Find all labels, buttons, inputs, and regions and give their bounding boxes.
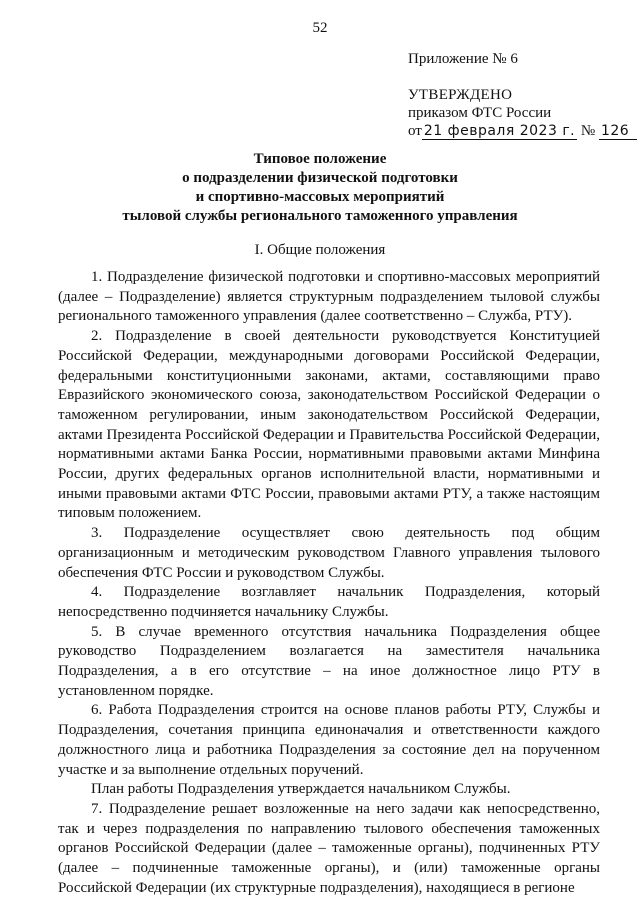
handwritten-date: 21 февраля 2023 г.: [423, 123, 576, 139]
document-title: [0, 150, 640, 226]
paragraph-5: 5. В случае временного отсутствия начальника Подразделения общее руководство Подразделением возлагается на заместителя начальника Подразделения, а в его отсутствие – на иное должностное лицо РТУ в установленном порядке.: [58, 623, 600, 699]
paragraph-2: 2. Подразделение в своей деятельности руководствуется Конституцией Российской Федерации, международными договорами Российской Федерации, федеральными конституционными законами, актами, составляющими право Евразийского экономического союза, законодательством Российской Федерации о таможенном регулировании, иным законодательством Российской Федерации, актами Президента Российской Федерации и Правительства Российской Федерации, нормативными актами Банка России, нормативными правовыми актами Минфина России, других федеральных органов исполнительной власти, нормативными и иными правовыми актами ФТС России, правовыми актами РТУ, а также настоящим типовым положением.: [58, 328, 600, 522]
paragraph-4: 4. Подразделение возглавляет начальник Подразделения, который непосредственно подчиняется начальнику Службы.: [58, 584, 600, 620]
page-number: 52: [312, 20, 328, 36]
paragraph-7: 7. Подразделение решает возложенные на него задачи как непосредственно, так и через подразделения по направлению тылового обеспечения таможенных органов Российской Федерации (далее – таможенные органы), подчиненных РТУ (далее – подчиненные таможенные органы), и (или) таможенные органы Российской Федерации (их структурные подразделения), находящиеся в регионе: [58, 800, 600, 896]
title-line-1: Типовое положение: [253, 151, 387, 167]
document-body: [58, 268, 600, 899]
approved-label: УТВЕРЖДЕНО: [408, 87, 513, 103]
annex-label: Приложение № 6: [408, 51, 518, 67]
handwritten-number: 126: [599, 123, 637, 140]
paragraph-6-plan: План работы Подразделения утверждается начальником Службы.: [91, 781, 511, 798]
paragraph-1: 1. Подразделение физической подготовки и спортивно-массовых мероприятий (далее – Подразделение) является структурным подразделением тыловой службы регионального таможенного управления (далее соответственно – Служба, РТУ).: [58, 269, 600, 325]
title-line-3: и спортивно-массовых мероприятий: [195, 189, 445, 205]
from-prefix: от: [408, 123, 422, 139]
title-line-2: о подразделении физической подготовки: [182, 170, 458, 186]
paragraph-6: 6. Работа Подразделения строится на основе планов работы РТУ, Службы и Подразделения, сочетания принципа единоначалия и ответственности каждого должностного лица и работника Подразделения за состояние дел на порученном участке и за выполнение отдельных поручений.: [58, 702, 600, 778]
order-date-line: [408, 122, 628, 140]
order-label: приказом ФТС России: [408, 105, 552, 121]
section-heading: I. Общие положения: [254, 242, 386, 258]
approval-block: [408, 50, 628, 140]
title-line-4: тыловой службы регионального таможенного управления: [122, 208, 518, 224]
number-prefix: №: [580, 123, 596, 139]
paragraph-3: 3. Подразделение осуществляет свою деятельность под общим организационным и методическим руководством Главного управления тылового обеспечения ФТС России и руководством Службы.: [58, 525, 600, 581]
